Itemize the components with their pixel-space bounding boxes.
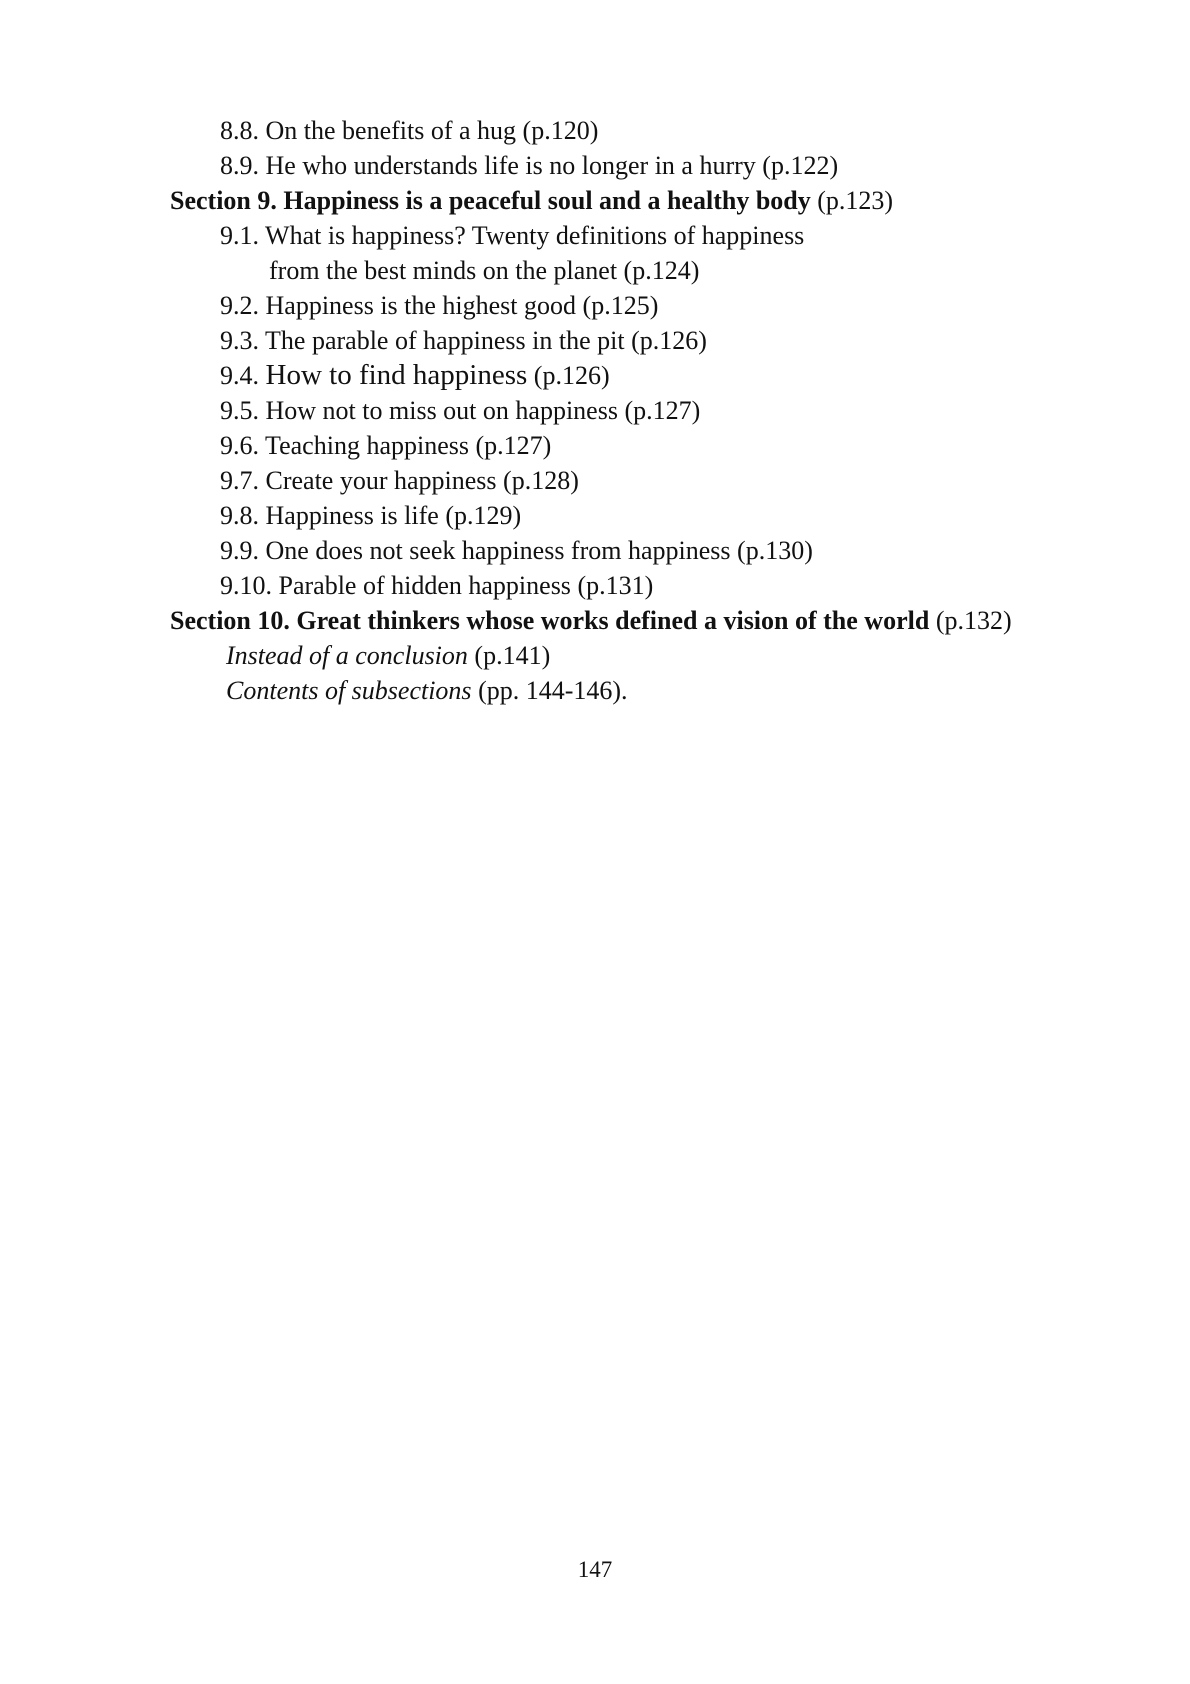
toc-section-title: Section 9. Happiness is a peaceful soul and a healthy body	[170, 186, 811, 215]
toc-entry-text: How not to miss out on happiness	[265, 396, 618, 425]
toc-entry-text: On the benefits of a hug	[265, 116, 517, 145]
toc-section-10	[0, 603, 1190, 638]
toc-section-title: Section 10. Great thinkers whose works defined a vision of the world	[170, 606, 930, 635]
toc-entry-page: (p.131)	[577, 571, 654, 600]
toc-entry-page: (p.126)	[631, 326, 707, 355]
toc-entry-text: Parable of hidden happiness	[278, 571, 571, 600]
toc-entry-8-8	[0, 113, 1190, 148]
toc-entry-text-continued: from the best minds on the planet	[269, 256, 618, 285]
toc-entry-9-9	[0, 533, 1190, 568]
toc-entry-text: The parable of happiness in the pit	[265, 326, 625, 355]
toc-entry-number: 9.5.	[220, 396, 259, 425]
toc-entry-9-7	[0, 463, 1190, 498]
toc-entry-number: 9.3.	[220, 326, 259, 355]
toc-entry-text: Happiness is life	[265, 501, 439, 530]
toc-entry-number: 9.7.	[220, 466, 259, 495]
toc-entry-number: 9.2.	[220, 291, 259, 320]
toc-entry-number: 9.8.	[220, 501, 259, 530]
toc-entry-8-9	[0, 148, 1190, 183]
toc-entry-number: 8.8.	[220, 116, 259, 145]
toc-entry-9-1	[0, 218, 1190, 253]
toc-entry-number: 9.6.	[220, 431, 259, 460]
toc-entry-page: (p.132)	[935, 606, 1012, 635]
toc-entry-page: (p.141)	[474, 641, 551, 670]
toc-entry-page: (p.127)	[624, 396, 701, 425]
toc-entry-9-10	[0, 568, 1190, 603]
toc-entry-number: 9.1.	[220, 221, 259, 250]
toc-entry-number: 9.10.	[220, 571, 272, 600]
toc-entry-text: Contents of subsections	[226, 676, 472, 705]
toc-entry-page: (p.123)	[817, 186, 894, 215]
toc-entry-text: Create your happiness	[265, 466, 497, 495]
toc-entry-page: (pp. 144-146).	[478, 676, 628, 705]
toc-entry-9-4	[0, 358, 1190, 393]
toc-entry-page: (p.127)	[475, 431, 552, 460]
table-of-contents	[0, 113, 1190, 708]
toc-entry-9-2	[0, 288, 1190, 323]
toc-entry-page: (p.129)	[445, 501, 522, 530]
toc-entry-number: 9.9.	[220, 536, 259, 565]
toc-entry-text: Teaching happiness	[265, 431, 469, 460]
toc-entry-9-6	[0, 428, 1190, 463]
toc-entry-page: (p.124)	[623, 256, 700, 285]
toc-entry-9-3	[0, 323, 1190, 358]
toc-entry-contents-of-subsections	[0, 673, 1190, 708]
toc-entry-conclusion	[0, 638, 1190, 673]
toc-entry-text: One does not seek happiness from happiness	[265, 536, 731, 565]
page-number: 147	[577, 1557, 613, 1582]
toc-entry-number: 9.4.	[220, 361, 259, 390]
toc-entry-9-1-continuation	[0, 253, 1190, 288]
toc-entry-page: (p.120)	[522, 116, 599, 145]
toc-entry-page: (p.128)	[503, 466, 579, 495]
toc-entry-page: (p.125)	[582, 291, 659, 320]
toc-entry-9-8	[0, 498, 1190, 533]
toc-entry-text: How to find happiness	[265, 359, 528, 391]
toc-entry-text: Instead of a conclusion	[226, 641, 468, 670]
toc-entry-text: Happiness is the highest good	[265, 291, 577, 320]
toc-entry-number: 8.9.	[220, 151, 259, 180]
toc-entry-text: He who understands life is no longer in a hurry	[265, 151, 756, 180]
toc-entry-page: (p.126)	[533, 361, 610, 390]
toc-entry-text: What is happiness? Twenty definitions of happiness	[265, 221, 805, 250]
toc-section-9	[0, 183, 1190, 218]
toc-entry-page: (p.122)	[762, 151, 839, 180]
toc-entry-page: (p.130)	[737, 536, 813, 565]
toc-entry-9-5	[0, 393, 1190, 428]
